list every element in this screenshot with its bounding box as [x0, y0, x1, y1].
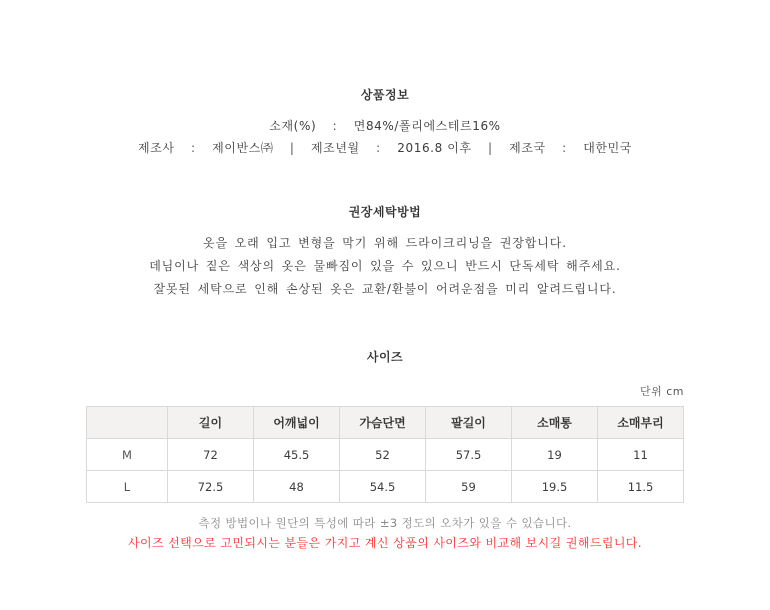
made-year-label: 제조년월	[310, 141, 360, 155]
size-note-recommendation: 사이즈 선택으로 고민되시는 분들은 가지고 계신 상품의 사이즈와 비교해 보시길 권해드립니다.	[127, 536, 643, 550]
table-header-row	[87, 407, 684, 439]
table-header-cell: 소매통	[512, 407, 598, 439]
manufacture-line	[0, 137, 770, 159]
table-cell: 54.5	[340, 471, 426, 503]
table-cell: 72	[168, 439, 254, 471]
wash-info-section	[0, 159, 770, 301]
table-cell: 72.5	[168, 471, 254, 503]
material-label: 소재(%)	[269, 119, 317, 133]
size-table	[86, 406, 684, 503]
table-cell: 11.5	[598, 471, 684, 503]
table-row-label: M	[87, 439, 168, 471]
made-year-colon: :	[376, 141, 381, 155]
product-info-lines	[0, 115, 770, 159]
country-colon: :	[562, 141, 567, 155]
table-cell: 52	[340, 439, 426, 471]
size-table-wrap	[0, 406, 770, 503]
size-table-body	[87, 439, 684, 503]
size-info-title: 사이즈	[366, 350, 404, 364]
divider-1: |	[289, 141, 295, 155]
wash-info-lines	[0, 232, 770, 301]
wash-line: 옷을 오래 입고 변형을 막기 위해 드라이크리닝을 권장합니다.	[202, 236, 568, 250]
table-header-cell: 팔길이	[426, 407, 512, 439]
material-value: 면84%/폴리에스테르16%	[353, 119, 501, 133]
table-cell: 57.5	[426, 439, 512, 471]
size-notes	[0, 513, 770, 554]
size-info-section	[0, 301, 770, 554]
table-row	[87, 439, 684, 471]
table-cell: 11	[598, 439, 684, 471]
table-cell: 59	[426, 471, 512, 503]
size-table-head	[87, 407, 684, 439]
table-row	[87, 471, 684, 503]
maker-label: 제조사	[138, 141, 175, 155]
material-line	[0, 115, 770, 137]
maker-value: 제이반스㈜	[212, 141, 274, 155]
made-year-value: 2016.8 이후	[397, 141, 472, 155]
table-cell: 48	[254, 471, 340, 503]
table-cell: 45.5	[254, 439, 340, 471]
table-row-label: L	[87, 471, 168, 503]
size-unit-label: 단위 cm	[639, 385, 684, 398]
wash-info-title: 권장세탁방법	[348, 205, 422, 219]
divider-2: |	[488, 141, 493, 155]
country-label: 제조국	[509, 141, 546, 155]
wash-line: 잘못된 세탁으로 인해 손상된 옷은 교환/환불이 어려운점을 미리 알려드립니다.	[153, 282, 617, 296]
table-cell: 19	[512, 439, 598, 471]
maker-colon: :	[191, 141, 196, 155]
table-cell: 19.5	[512, 471, 598, 503]
size-note-measurement: 측정 방법이나 원단의 특성에 따라 ±3 정도의 오차가 있을 수 있습니다.	[198, 516, 572, 530]
table-header-cell	[87, 407, 168, 439]
table-header-cell: 소매부리	[598, 407, 684, 439]
wash-line: 데님이나 짙은 색상의 옷은 물빠짐이 있을 수 있으니 반드시 단독세탁 해주세요.	[149, 259, 621, 273]
material-colon: :	[332, 119, 338, 133]
table-header-cell: 어깨넓이	[254, 407, 340, 439]
table-header-cell: 길이	[168, 407, 254, 439]
table-header-cell: 가슴단면	[340, 407, 426, 439]
product-info-section	[0, 0, 770, 159]
country-value: 대한민국	[583, 141, 632, 155]
product-info-title: 상품정보	[360, 88, 410, 102]
